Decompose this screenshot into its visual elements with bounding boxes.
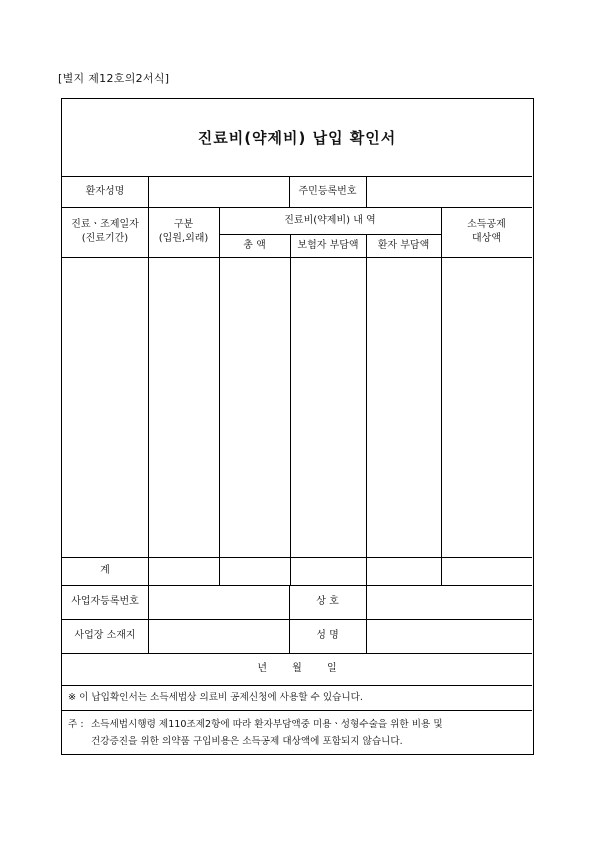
header-date-line2: (진료기간) bbox=[81, 233, 129, 244]
footnote-line1: 소득세법시행령 제110조제2항에 따라 환자부담액중 미용ㆍ성형수술을 위한 비용 및 bbox=[91, 719, 443, 730]
header-category-line1: 구분 bbox=[173, 219, 194, 230]
header-total: 총 액 bbox=[243, 239, 266, 251]
trade-name-field[interactable] bbox=[366, 585, 532, 619]
trade-name-label: 상 호 bbox=[316, 596, 339, 607]
header-date bbox=[62, 207, 148, 257]
name-field[interactable] bbox=[366, 619, 532, 653]
header-insurer-share: 보험자 부담액 bbox=[297, 239, 359, 251]
table-body[interactable] bbox=[62, 257, 532, 557]
sum-label: 계 bbox=[100, 565, 110, 576]
form-title: 진료비(약제비) 납입 확인서 bbox=[197, 128, 397, 147]
header-deductible-line2: 대상액 bbox=[472, 233, 501, 244]
header-date-line1: 진료ㆍ조제일자 bbox=[71, 219, 139, 230]
usage-notice: ※ 이 납입확인서는 소득세법상 의료비 공제신청에 사용할 수 있습니다. bbox=[68, 691, 363, 703]
patient-name-label: 환자성명 bbox=[85, 185, 125, 197]
header-expense-group: 진료비(약제비) 내 역 bbox=[284, 214, 376, 226]
date-line: 년 월 일 bbox=[257, 663, 337, 674]
footnote-line2: 건강증진을 위한 의약품 구입비용은 소득공제 대상액에 포함되지 않습니다. bbox=[91, 736, 403, 747]
header-patient-share: 환자 부담액 bbox=[377, 239, 430, 251]
business-address-label: 사업장 소재지 bbox=[74, 630, 136, 641]
footnote-prefix: 주 : bbox=[68, 719, 84, 730]
name-label: 성 명 bbox=[316, 630, 339, 641]
resident-number-label: 주민등록번호 bbox=[298, 185, 357, 197]
header-category bbox=[148, 207, 219, 257]
receipt-form bbox=[61, 98, 534, 755]
patient-name-field[interactable] bbox=[148, 176, 289, 207]
header-category-line2: (입원,외래) bbox=[158, 233, 209, 244]
divider bbox=[62, 710, 532, 711]
business-address-field[interactable] bbox=[148, 619, 289, 653]
header-deductible-line1: 소득공제 bbox=[467, 219, 506, 230]
business-number-field[interactable] bbox=[148, 585, 289, 619]
header-deductible bbox=[441, 207, 532, 257]
resident-number-field[interactable] bbox=[366, 176, 532, 207]
form-number: [별지 제12호의2서식] bbox=[58, 72, 170, 85]
business-number-label: 사업자등록번호 bbox=[71, 596, 139, 607]
